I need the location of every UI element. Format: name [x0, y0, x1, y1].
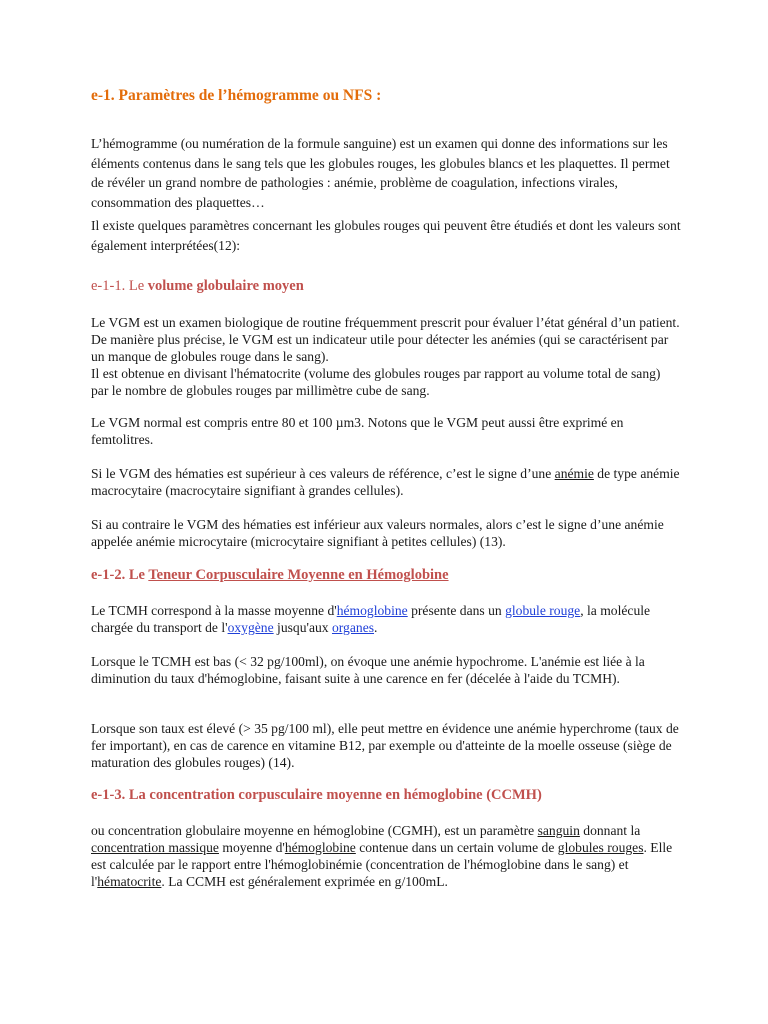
hemoglobine-link[interactable]: hémoglobine — [336, 603, 408, 618]
vgm-paragraph-2: Le VGM normal est compris entre 80 et 100 µm3. Notons que le VGM peut aussi être exprimé en femtolitres. — [91, 415, 624, 447]
text-run: jusqu'aux — [273, 620, 332, 635]
heading-e1: e-1. Paramètres de l’hémogramme ou NFS : — [91, 87, 382, 104]
vgm-paragraph-4: Si au contraire le VGM des hématies est inférieur aux valeurs normales, alors c’est le signe d’une anémie appelée anémie microcytaire (microcytaire signifiant à petites cellules) (13). — [91, 517, 664, 549]
text-run: de type anémie macrocytaire (macrocytaire signifiant à grandes cellules). — [91, 466, 680, 498]
oxygene-link[interactable]: oxygène — [227, 620, 274, 635]
text-run: donnant la — [579, 823, 641, 838]
tcmh-paragraph-2: Lorsque le TCMH est bas (< 32 pg/100ml), on évoque une anémie hypochrome. L'anémie est liée à la diminution du taux d'hémoglobine, faisant suite à une carence en fer (décelée à l'aide du TCMH). — [91, 654, 645, 686]
text-run: , la molécule chargée du transport de l' — [91, 603, 651, 635]
heading-vgm — [91, 278, 304, 295]
text-run: présente dans un — [407, 603, 506, 618]
text-run: moyenne d' — [218, 840, 285, 855]
heading-title: volume globulaire moyen — [147, 278, 304, 294]
hematocrite-link[interactable]: hématocrite — [97, 874, 162, 889]
intro-paragraph-2: Il existe quelques paramètres concernant les globules rouges qui peuvent être étudiés et dont les valeurs sont également interprétées(12): — [91, 218, 681, 253]
text-run: Si le VGM des hématies est supérieur à ces valeurs de référence, c’est le signe d’une — [91, 466, 555, 481]
heading-tcmh — [91, 567, 449, 584]
text-run: Le TCMH correspond à la masse moyenne d' — [91, 603, 337, 618]
ccmh-paragraph-1 — [91, 822, 681, 890]
tcmh-paragraph-3: Lorsque son taux est élevé (> 35 pg/100 ml), elle peut mettre en évidence une anémie hyperchrome (taux de fer important), en cas de carence en vitamine B12, par exemple ou d'atteinte de la moelle osseuse (siège de maturation des globules rouges) (14). — [91, 721, 679, 770]
heading-number: e-1-1. Le — [91, 278, 148, 294]
text-run: . Elle est calculée par le rapport entre l'hémoglobinémie (concentration de l'hémoglobine dans le sang) et l' — [91, 840, 673, 889]
heading-number: e-1-2. Le — [91, 567, 149, 583]
globule-rouge-link[interactable]: globule rouge — [505, 603, 581, 618]
concentration-massique-link[interactable]: concentration massique — [91, 840, 219, 855]
text-run: ou concentration globulaire moyenne en hémoglobine (CGMH), est un paramètre — [91, 823, 538, 838]
text-run: contenue dans un certain volume de — [355, 840, 558, 855]
organes-link[interactable]: organes — [331, 620, 375, 635]
text-run: . La CCMH est généralement exprimée en g/100mL. — [161, 874, 448, 889]
anemie-link[interactable]: anémie — [554, 466, 594, 481]
vgm-paragraph-1b: Il est obtenue en divisant l'hématocrite (volume des globules rouges par rapport au volume total de sang) par le nombre de globules rouges par millimètre cube de sang. — [91, 366, 661, 398]
sanguin-link[interactable]: sanguin — [537, 823, 580, 838]
intro-paragraph: L’hémogramme (ou numération de la formule sanguine) est un examen qui donne des informations sur les éléments contenus dans le sang tels que les globules rouges, les globules blancs et les plaquettes. Il permet de révéler un grand nombre de pathologies : anémie, problème de coagulation, infections virales, consommation des plaquettes… — [91, 136, 670, 210]
vgm-paragraph-1: Le VGM est un examen biologique de routine fréquemment prescrit pour évaluer l’état général d’un patient. De manière plus précise, le VGM est un indicateur utile pour détecter les anémies (qui se caractérisent par un manque de globules rouge dans le sang). — [91, 315, 680, 364]
tcmh-paragraph-1 — [91, 602, 681, 636]
text-run: . — [374, 620, 378, 635]
vgm-paragraph-3 — [91, 465, 681, 499]
heading-ccmh: e-1-3. La concentration corpusculaire moyenne en hémoglobine (CCMH) — [91, 787, 542, 803]
heading-title-link[interactable]: Teneur Corpusculaire Moyenne en Hémoglobine — [148, 567, 449, 583]
globules-rouges-link[interactable]: globules rouges — [557, 840, 644, 855]
hemoglobine-link-2[interactable]: hémoglobine — [284, 840, 356, 855]
